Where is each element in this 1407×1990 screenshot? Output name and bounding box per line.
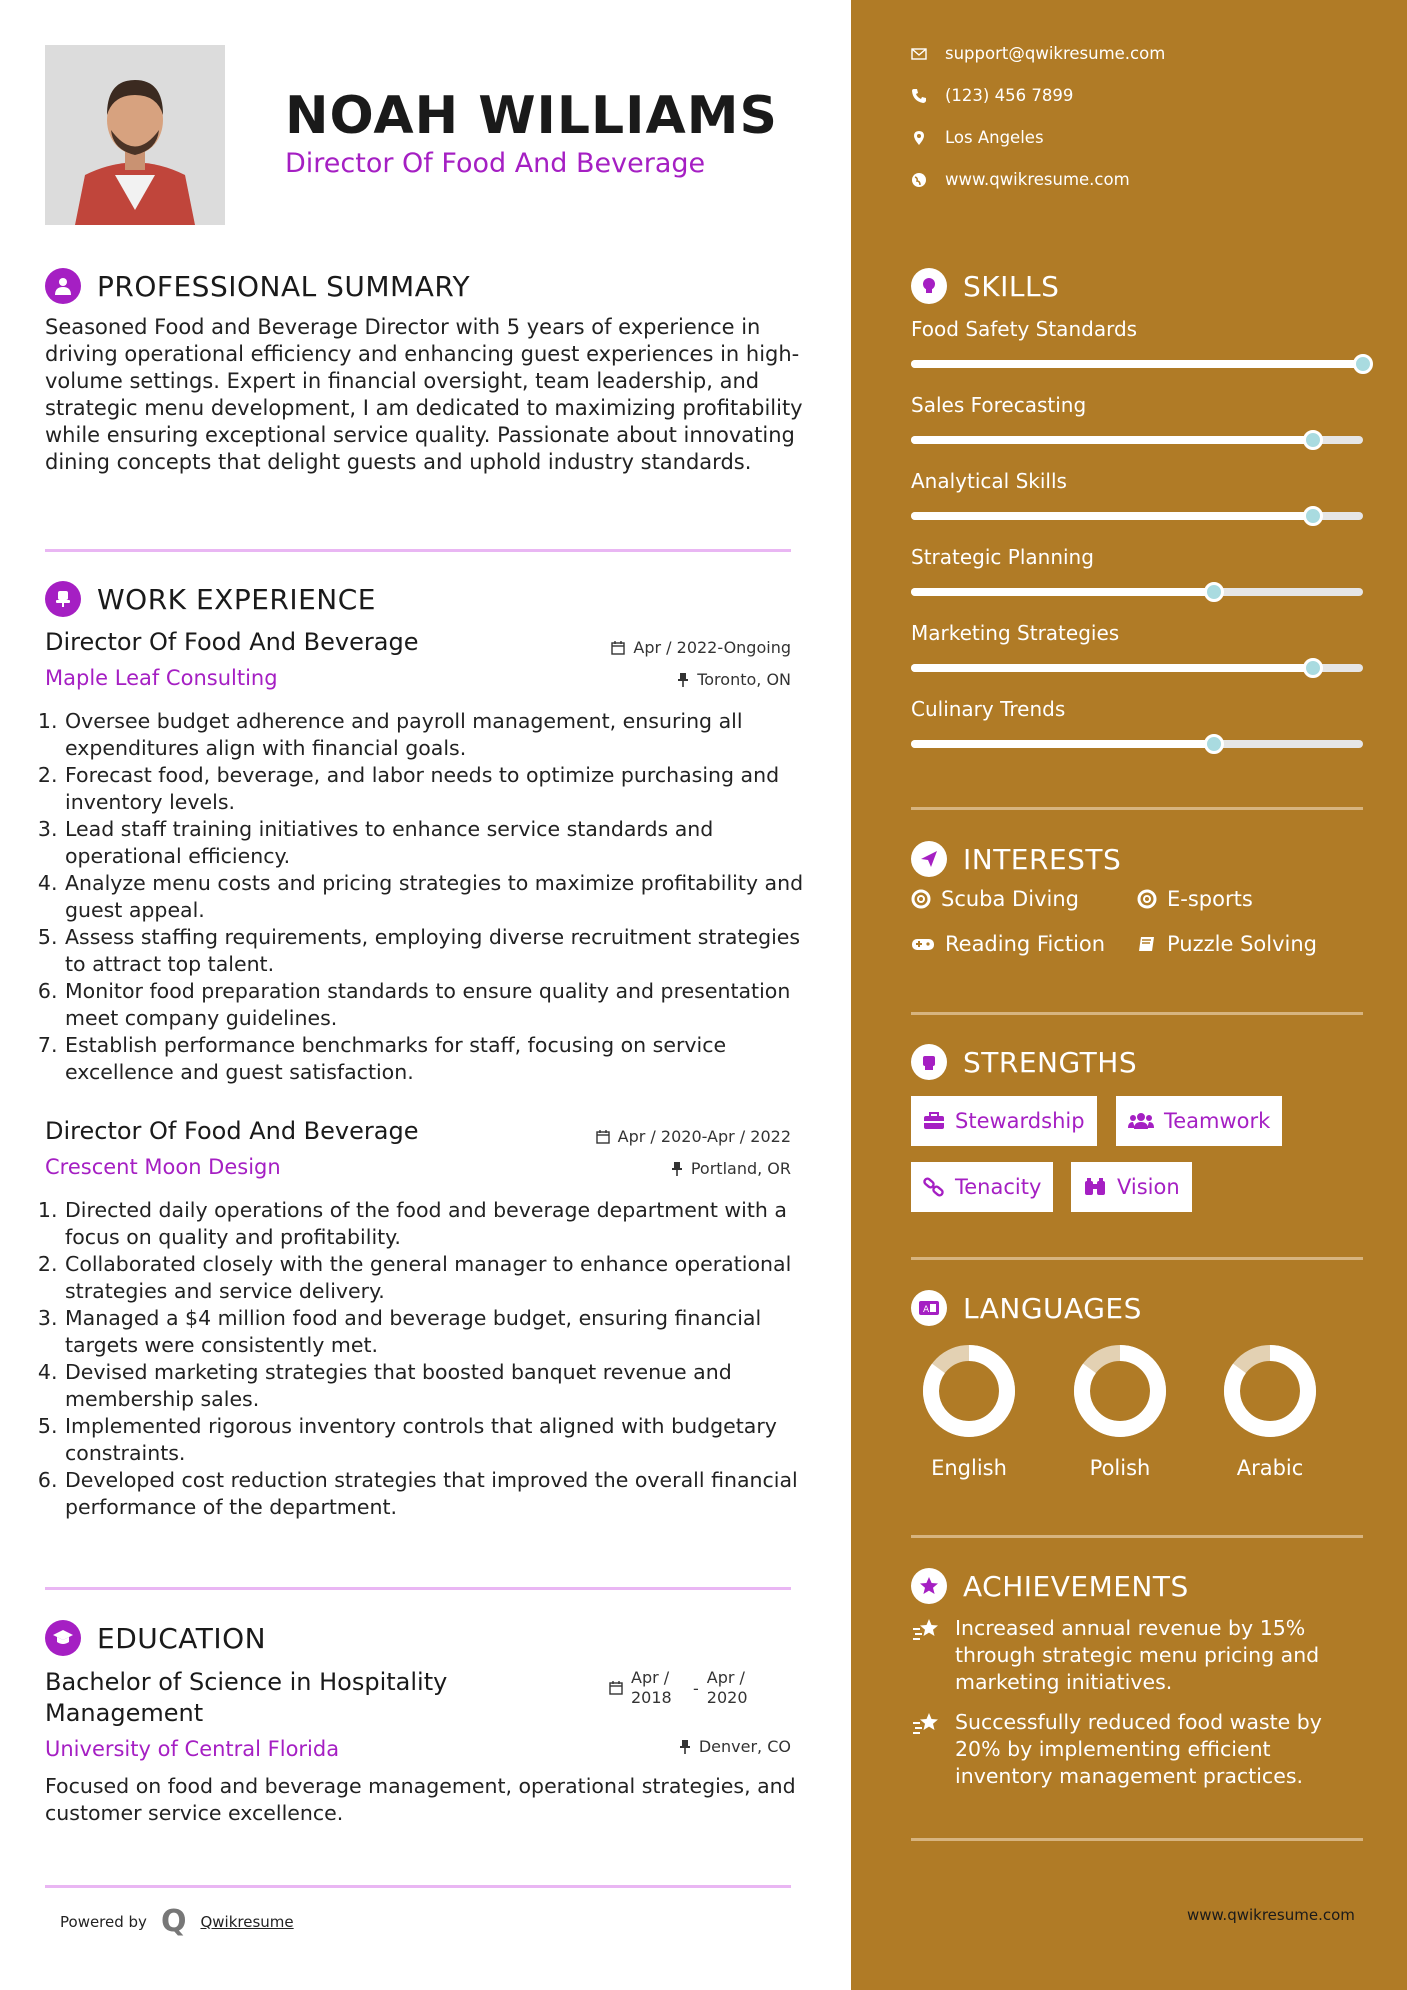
strength-label: Vision [1117, 1175, 1180, 1199]
company-name: Crescent Moon Design [45, 1155, 281, 1179]
skill-bar [911, 436, 1363, 444]
job-dates [611, 638, 791, 657]
skill-bar-knob [1303, 506, 1323, 526]
star-badge-icon [911, 1568, 947, 1604]
language-ring [1065, 1336, 1175, 1446]
shooting-star-icon [911, 1711, 943, 1737]
powered-by-label: Powered by [60, 1912, 147, 1931]
education-description: Focused on food and beverage management, operational strategies, and customer service excellence. [45, 1774, 796, 1825]
strength-badge [1071, 1162, 1192, 1212]
education-start: Apr / 2018 [631, 1668, 672, 1707]
language-ring [1215, 1336, 1325, 1446]
job-location-text: Portland, OR [690, 1159, 791, 1178]
list-item: 3. Managed a $4 million food and beverage budget, ensuring financial targets were consistently met. [64, 1305, 805, 1359]
education-location-text: Denver, CO [698, 1737, 791, 1756]
qwikresume-logo-icon: Q [160, 1904, 187, 1939]
lightbulb-icon [911, 268, 947, 304]
job-dates-text: Apr / 2022-Ongoing [633, 638, 791, 657]
strength-badge [911, 1162, 1053, 1212]
strength-badge [1116, 1096, 1282, 1146]
list-item: 6. Monitor food preparation standards to ensure quality and presentation meet company guidelines. [64, 978, 805, 1032]
user-icon [45, 268, 81, 304]
strengths-heading [911, 1044, 1137, 1080]
interest-item [911, 932, 1105, 956]
graduation-cap-icon [45, 1620, 81, 1656]
skill-label: Marketing Strategies [911, 621, 1120, 645]
shooting-star-icon [911, 1617, 943, 1643]
company-name: Maple Leaf Consulting [45, 666, 278, 690]
list-item: 6. Developed cost reduction strategies that improved the overall financial performance of the department. [64, 1467, 805, 1521]
divider [911, 1257, 1363, 1260]
skill-bar-knob [1303, 430, 1323, 450]
summary-title: PROFESSIONAL SUMMARY [97, 269, 471, 303]
language-label: English [931, 1456, 1007, 1480]
achievements-heading [911, 1568, 1189, 1604]
translate-icon [911, 1290, 947, 1326]
achievement-item [911, 1615, 1351, 1696]
gamepad-icon [911, 936, 935, 952]
job-title: Director Of Food And Beverage [45, 628, 419, 656]
interest-item [1137, 887, 1253, 911]
skill-bar [911, 664, 1363, 672]
job-dates [596, 1127, 791, 1146]
skill-label: Food Safety Standards [911, 317, 1138, 341]
list-item: 5. Implemented rigorous inventory controls that aligned with budgetary constraints. [64, 1413, 805, 1467]
experience-title: WORK EXPERIENCE [97, 582, 376, 616]
map-pin-icon [911, 130, 927, 146]
candidate-role: Director Of Food And Beverage [285, 148, 706, 179]
contact-website[interactable] [911, 170, 1130, 189]
divider [911, 807, 1363, 810]
contact-location-text: Los Angeles [945, 128, 1044, 147]
job-location [671, 1159, 791, 1178]
interests-heading [911, 841, 1121, 877]
divider [911, 1838, 1363, 1841]
language-ring [914, 1336, 1024, 1446]
contact-location [911, 128, 1044, 147]
interest-item [911, 887, 1079, 911]
paper-plane-icon [911, 841, 947, 877]
contact-phone-text: (123) 456 7899 [945, 86, 1074, 105]
list-item: 1. Oversee budget adherence and payroll management, ensuring all expenditures align with financial goals. [64, 708, 805, 762]
achievement-text: Successfully reduced food waste by 20% by implementing efficient inventory management practices. [955, 1710, 1322, 1788]
strengths-title: STRENGTHS [963, 1045, 1138, 1079]
strength-label: Tenacity [955, 1175, 1042, 1199]
sidebar [851, 0, 1407, 1990]
skills-heading [911, 268, 1059, 304]
skill-bar [911, 588, 1363, 596]
skill-bar-knob [1204, 582, 1224, 602]
list-item: 4. Devised marketing strategies that boosted banquet revenue and membership sales. [64, 1359, 805, 1413]
globe-icon [911, 172, 927, 188]
skill-label: Analytical Skills [911, 469, 1067, 493]
users-icon [1128, 1112, 1154, 1130]
job-dates-text: Apr / 2020-Apr / 2022 [617, 1127, 791, 1146]
skill-bar-fill [911, 740, 1214, 748]
education-dates: Apr / 2018 - Apr / 2020 [609, 1668, 757, 1708]
lifebuoy-icon [1137, 889, 1157, 909]
duties-list [45, 1197, 805, 1521]
contact-email-text: support@qwikresume.com [945, 44, 1166, 63]
skill-bar [911, 360, 1363, 368]
list-item: 5. Assess staffing requirements, employing diverse recruitment strategies to attract top talent. [64, 924, 805, 978]
divider [45, 549, 791, 552]
interest-item [1137, 932, 1317, 956]
pin-icon [671, 1162, 683, 1176]
languages-title: LANGUAGES [963, 1291, 1142, 1325]
job-title: Director Of Food And Beverage [45, 1117, 419, 1145]
skill-bar-knob [1353, 354, 1373, 374]
language-label: Arabic [1236, 1456, 1304, 1480]
education-heading [45, 1620, 266, 1656]
svg-text:A: A [923, 1305, 930, 1315]
skill-label: Strategic Planning [911, 545, 1094, 569]
lifebuoy-icon [911, 889, 931, 909]
education-location [679, 1737, 791, 1756]
language-label: Polish [1089, 1456, 1151, 1480]
envelope-icon [911, 48, 927, 60]
candidate-name: NOAH WILLIAMS [285, 86, 778, 146]
strength-badge [911, 1096, 1097, 1146]
strength-label: Teamwork [1164, 1109, 1271, 1133]
duties-list [45, 708, 805, 1086]
skill-bar-fill [911, 664, 1313, 672]
pin-icon [679, 1740, 691, 1754]
education-end: Apr / 2020 [706, 1668, 748, 1707]
contact-website-text: www.qwikresume.com [945, 170, 1130, 189]
divider [911, 1535, 1363, 1538]
divider [45, 1587, 791, 1590]
book-icon [1137, 934, 1157, 954]
interest-label: E-sports [1167, 887, 1253, 911]
summary-heading [45, 268, 470, 304]
experience-heading [45, 581, 376, 617]
briefcase-chair-icon [45, 581, 81, 617]
skill-bar-fill [911, 360, 1363, 368]
degree-title: Bachelor of Science in Hospitality Management [45, 1668, 448, 1727]
binoculars-icon [1083, 1177, 1107, 1197]
school-name: University of Central Florida [45, 1737, 340, 1761]
interest-label: Reading Fiction [945, 932, 1106, 956]
divider [911, 1012, 1363, 1015]
fist-icon [911, 1044, 947, 1080]
interest-label: Scuba Diving [941, 887, 1079, 911]
contact-email[interactable] [911, 44, 1165, 63]
calendar-icon [611, 641, 625, 655]
strength-label: Stewardship [955, 1109, 1085, 1133]
skill-bar-knob [1204, 734, 1224, 754]
footer-credit [60, 1904, 294, 1939]
briefcase-icon [923, 1112, 945, 1130]
link-icon [923, 1177, 945, 1197]
profile-photo [45, 45, 225, 225]
education-title: EDUCATION [97, 1621, 267, 1655]
list-item: 1. Directed daily operations of the food and beverage department with a focus on quality and profitability. [64, 1197, 805, 1251]
contact-phone[interactable] [911, 86, 1073, 105]
list-item: 7. Establish performance benchmarks for staff, focusing on service excellence and guest satisfaction. [64, 1032, 805, 1086]
calendar-icon [596, 1130, 610, 1144]
skill-bar-fill [911, 588, 1214, 596]
skill-bar-fill [911, 512, 1313, 520]
skill-label: Culinary Trends [911, 697, 1066, 721]
summary-text: Seasoned Food and Beverage Director with 5 years of experience in driving operational efficiency and enhancing guest experiences in high-volume settings. Expert in financial oversight, team leadership, and strategic menu development, I am dedicated to maximizing profitability while ensuring exceptional service quality. Passionate about innovating dining concepts that delight guests and uphold industry standards. [45, 315, 803, 474]
achievements-title: ACHIEVEMENTS [963, 1569, 1189, 1603]
qwikresume-link[interactable]: Qwikresume [200, 1912, 294, 1931]
achievement-item [911, 1709, 1351, 1790]
list-item: 3. Lead staff training initiatives to enhance service standards and operational efficiency. [64, 816, 805, 870]
interests-title: INTERESTS [963, 842, 1122, 876]
job-location-text: Toronto, ON [697, 670, 791, 689]
skill-bar [911, 512, 1363, 520]
interest-label: Puzzle Solving [1167, 932, 1317, 956]
phone-icon [911, 88, 927, 104]
footer-website[interactable]: www.qwikresume.com [1187, 1906, 1355, 1924]
pin-icon [677, 673, 689, 687]
calendar-icon [609, 1681, 623, 1695]
list-item: 2. Collaborated closely with the general manager to enhance operational strategies and service delivery. [64, 1251, 805, 1305]
skill-label: Sales Forecasting [911, 393, 1087, 417]
achievement-text: Increased annual revenue by 15% through strategic menu pricing and marketing initiatives. [955, 1616, 1320, 1694]
divider [45, 1885, 791, 1888]
languages-heading [911, 1290, 1142, 1326]
job-location [677, 670, 791, 689]
skills-title: SKILLS [963, 269, 1060, 303]
skill-bar [911, 740, 1363, 748]
list-item: 2. Forecast food, beverage, and labor needs to optimize purchasing and inventory levels. [64, 762, 805, 816]
skill-bar-fill [911, 436, 1313, 444]
skill-bar-knob [1303, 658, 1323, 678]
list-item: 4. Analyze menu costs and pricing strategies to maximize profitability and guest appeal. [64, 870, 805, 924]
